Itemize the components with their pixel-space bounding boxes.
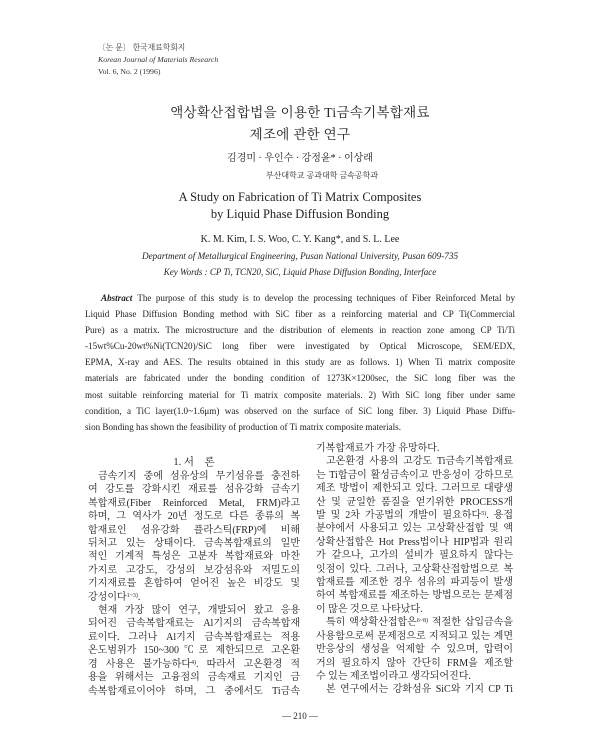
affiliation-korean: 부산대학교 공과대학 금속공학과 — [265, 171, 379, 180]
abstract-line: most suitable reinforcing material for Ti matrix composite materials. 2) With SiC long fiber under same — [85, 389, 515, 400]
text-line: 거의 필요하지 않아 간단히 FRM을 제조할 — [316, 657, 513, 669]
text-line: 반응상의 생성을 억제할 수 있으며, 압력이 — [316, 644, 513, 656]
text-line: 여 강도를 강화시킨 재료를 섬유강화 금속기 — [88, 484, 300, 496]
text-line: 제조 방법이 제한되고 있다. 그러므로 대량생 — [316, 483, 513, 495]
authors-english: K. M. Kim, I. S. Woo, C. Y. Kang*, and S. L. Lee — [200, 234, 400, 245]
journal-name-line — [98, 42, 318, 54]
text-segment: 강성이다 — [88, 591, 127, 603]
abstract — [85, 290, 515, 435]
text-line: 상확산접합은 Hot Press법이나 HIP법과 원리 — [316, 536, 513, 548]
keywords-text: CP Ti, TCN20, SiC, Liquid Phase Diffusion Bonding, Interface — [209, 267, 437, 277]
title-english — [0, 189, 600, 222]
text-line — [88, 658, 300, 671]
journal-name-korean: 한국재료학회지 — [132, 43, 186, 52]
text-line: 분야에서 사용되고 있는 고상확산접합 및 액 — [316, 523, 513, 535]
keywords — [0, 265, 600, 279]
text-line: 사용함으로써 문제점으로 지적되고 있는 계면 — [316, 630, 513, 642]
text-line: 되어진 금속복합재료는 Al기지의 금속복합재 — [88, 618, 300, 630]
text-segment: 경 사용은 불가능하다 — [88, 658, 192, 670]
abstract-line: -15wt%Cu-20wt%Ni(TCN20)/SiC long fiber were investigated by Optical Microscope, SEM/EDX, — [85, 341, 515, 352]
paragraph — [88, 604, 300, 698]
title-korean — [0, 102, 600, 146]
text-line: 본 연구에서는 강화섬유 SiC와 기지 CP Ti — [326, 684, 513, 696]
text-line: 수 있는 제조법이라고 생각되어진다. — [316, 670, 471, 682]
text-segment: . 따라서 고온환경 적 — [196, 658, 300, 670]
left-column-text — [88, 470, 300, 698]
citation-superscript: 6~8) — [416, 618, 429, 625]
text-line: 가지로 고강도, 강성의 보강섬유와 저밀도의 — [88, 564, 300, 576]
text-line: 현재 가장 많이 연구, 개발되어 왔고 응용 — [98, 605, 300, 617]
abstract-line — [85, 290, 515, 306]
abstract-line: Liquid Phase Diffusion Bonding method with SiC fiber as a reinforcing material and CP Ti(Commercial — [85, 309, 515, 320]
text-line: 하며, 그 역사가 20년 정도로 다른 종류의 복 — [88, 511, 300, 523]
citation-superscript: 1~3) — [126, 592, 138, 599]
text-line: 용을 위해서는 고융점의 금속재료 기지인 금 — [88, 672, 300, 684]
text-segment: 발 및 2차 가공법의 개발이 필요하다 — [316, 510, 482, 522]
paragraph — [88, 470, 300, 604]
title-english-line: by Liquid Phase Diffusion Bonding — [210, 206, 390, 221]
left-column — [88, 452, 300, 698]
paragraph — [316, 442, 513, 455]
text-line: 뒤처고 있는 상태이다. 금속복합재료의 일반 — [88, 538, 300, 550]
text-segment: . 용접 — [486, 510, 513, 522]
text-line — [88, 591, 300, 604]
text-line: 고온환경 사용의 고강도 Ti금속기복합재료 — [326, 456, 513, 468]
paragraph — [316, 616, 513, 683]
text-line: 잇점이 있다. 그러나, 고상확산접합법으로 복 — [316, 563, 513, 575]
text-line: 복합재료(Fiber Reinforced Metal, FRM)라고 — [88, 497, 300, 509]
abstract-label: Abstract — [101, 293, 133, 303]
paragraph — [316, 683, 513, 696]
text-line: 이 많은 것으로 나타났다. — [316, 603, 423, 615]
text-segment: 특히 액상확산접합은 — [326, 617, 417, 629]
right-column-text — [316, 442, 513, 697]
authors-korean: 김경미 · 우인수 · 강정윤* · 이상래 — [227, 153, 373, 164]
text-line: 온도범위가 150~300℃로 제한되므로 고온환 — [88, 645, 300, 657]
text-line: 산 및 균일한 품질을 얻기위한 PROCESS개 — [316, 496, 513, 508]
text-line — [316, 616, 513, 629]
right-column — [316, 442, 513, 697]
page-number: — 210 — — [282, 711, 318, 721]
text-line: 합재료인 섬유강화 플라스틱(FRP)에 비해 — [88, 524, 300, 536]
abstract-text: The purpose of this study is to develop the processing techniques of Fiber Reinforced Metal by — [137, 293, 515, 303]
text-line: 가 같으나, 고가의 설비가 필요하지 않다는 — [316, 550, 513, 562]
abstract-line: sion Bonding has shown the feasibility of production of Ti matrix composite materials. — [85, 421, 401, 432]
citation-superscript: 4) — [191, 659, 197, 666]
text-line: 속복합재료이어야 하며, 그 중에서도 Ti금속 — [88, 685, 300, 697]
text-line: 하여 복합재료를 제조하는 방법으로는 문제점 — [316, 590, 513, 602]
text-line: 금속기지 중에 섬유상의 무기섬유를 충전하 — [98, 471, 300, 482]
text-line: 료이다. 그러나 Al기지 금속복합재료는 적용 — [88, 631, 300, 643]
text-line: 기지재료를 혼합하여 얻어진 높은 비강도 및 — [88, 578, 300, 590]
affiliation-english: Department of Metallurgical Engineering, Pusan National University, Pusan 609-735 — [141, 251, 459, 261]
section-heading: 1. 서 론 — [173, 457, 215, 468]
title-korean-line: 제조에 관한 연구 — [249, 127, 351, 142]
text-line: 기복합재료가 가장 유망하다. — [316, 443, 440, 454]
journal-volume: Vol. 6, No. 2 (1996) — [98, 67, 161, 76]
text-line: 적인 기계적 특성은 고분자 복합재료와 마찬 — [88, 551, 300, 563]
journal-name-english: Korean Journal of Materials Research — [98, 55, 219, 64]
text-segment: 적절한 삽입금속을 — [428, 617, 513, 629]
citation-superscript: 5) — [481, 511, 487, 518]
keywords-label: Key Words : — [163, 267, 208, 277]
text-line: 합재료를 제조한 경우 섬유의 파괴등이 발생 — [316, 577, 513, 589]
abstract-line: Pure) as a matrix. The microstructure and the distribution of elements in reaction zone among CP Ti/Ti — [85, 325, 515, 336]
abstract-line: condition, a TiC layer(1.0~1.6μm) was observed on the surface of SiC long fiber. 3) Liquid Phase Diffu- — [85, 405, 515, 416]
paragraph — [316, 455, 513, 616]
title-english-line: A Study on Fabrication of Ti Matrix Composites — [178, 190, 422, 204]
text-line: 는 Ti합금이 활성금속이고 반응성이 강하므로 — [316, 469, 513, 481]
journal-header — [98, 42, 318, 78]
title-korean-line: 액상확산접합법을 이용한 Ti금속기복합재료 — [170, 105, 430, 120]
article-type-label: 〔논 문〕 — [98, 43, 131, 52]
text-line — [316, 509, 513, 522]
text-segment: . — [137, 591, 141, 603]
abstract-line: EPMA, X-ray and AES. The results obtained in this study are as follows. 1) When Ti matrix composite — [85, 357, 515, 368]
abstract-line: materials are fabricated under the bonding condition of 1273K×1200sec, the SiC long fiber was the — [85, 373, 515, 384]
